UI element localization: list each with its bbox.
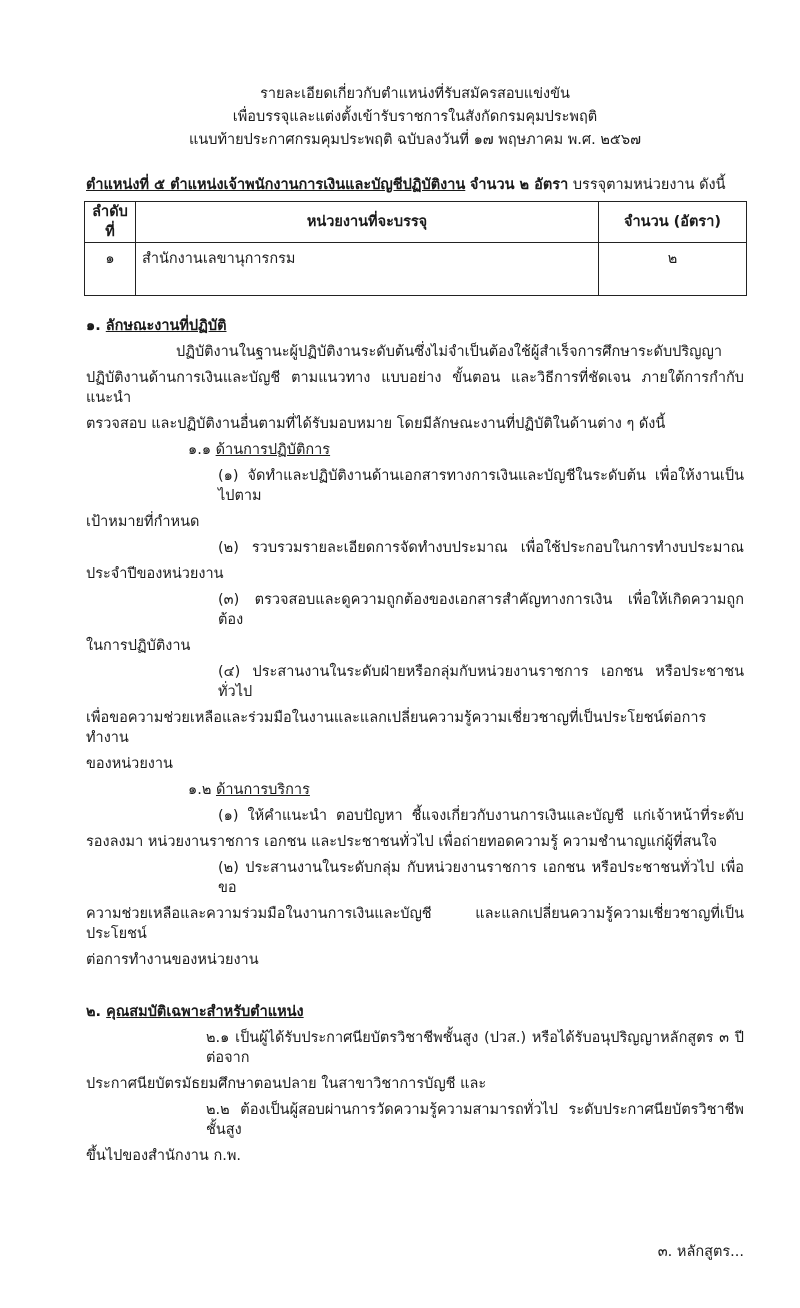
sub1-item2-line2: ประจำปีของหน่วยงาน bbox=[86, 566, 224, 582]
section2-heading bbox=[86, 1002, 744, 1022]
sub1-title: ด้านการปฏิบัติการ bbox=[215, 442, 331, 458]
title-line-3: แนบท้ายประกาศกรมคุมประพฤติ ฉบับลงวันที่ ๑๗ พฤษภาคม พ.ศ. ๒๕๖๗ bbox=[189, 132, 641, 148]
section1-num: ๑. bbox=[86, 318, 101, 334]
cell-order: ๑ bbox=[85, 243, 136, 296]
position-label: ตำแหน่งที่ ๕ ตำแหน่งเจ้าพนักงานการเงินและบัญชีปฏิบัติงาน bbox=[86, 177, 466, 193]
section2-item2-line2: ขึ้นไปของสำนักงาน ก.พ. bbox=[86, 1148, 242, 1164]
position-count: จำนวน ๒ อัตรา bbox=[469, 177, 569, 193]
header-count: จำนวน (อัตรา) bbox=[599, 202, 747, 243]
section2-item1-line2: ประกาศนียบัตรมัธยมศึกษาตอนปลาย ในสาขาวิชาการบัญชี และ bbox=[86, 1076, 487, 1092]
position-table bbox=[84, 201, 747, 296]
sub1-item1-line1: (๑) จัดทำและปฏิบัติงานด้านเอกสารทางการเงินและบัญชีในระดับต้น เพื่อให้งานเป็นไปตาม bbox=[218, 468, 744, 504]
header-order: ลำดับที่ bbox=[85, 202, 136, 243]
intro-line-2: ปฏิบัติงานด้านการเงินและบัญชี ตามแนวทาง แบบอย่าง ขั้นตอน และวิธีการที่ชัดเจน ภายใต้การกำกับ แนะนำ bbox=[86, 370, 744, 406]
intro-line-1: ปฏิบัติงานในฐานะผู้ปฏิบัติงานระดับต้นซึ่งไม่จำเป็นต้องใช้ผู้สำเร็จการศึกษาระดับปริญญา bbox=[176, 344, 723, 360]
table-row bbox=[85, 243, 747, 296]
sub1-item1-line2: เป้าหมายที่กำหนด bbox=[86, 514, 200, 530]
section2-title: คุณสมบัติเฉพาะสำหรับตำแหน่ง bbox=[106, 1004, 304, 1020]
section1-heading bbox=[86, 316, 744, 336]
position-line bbox=[86, 175, 744, 195]
sub1-item3-line1: (๓) ตรวจสอบและดูความถูกต้องของเอกสารสำคัญทางการเงิน เพื่อให้เกิดความถูกต้อง bbox=[218, 592, 744, 628]
sub1-item4-line2: เพื่อขอความช่วยเหลือและร่วมมือในงานและแลกเปลี่ยนความรู้ความเชี่ยวชาญที่เป็นประโยชน์ต่อการทำงาน bbox=[86, 710, 707, 746]
continued-footer: ๓. หลักสูตร... bbox=[657, 1244, 744, 1260]
sub2-item2-line2: ความช่วยเหลือและความร่วมมือในงานการเงินและบัญชี และแลกเปลี่ยนความรู้ความเชี่ยวชาญที่เป็นประโยชน์ bbox=[86, 906, 744, 942]
sub2-item1-line2: รองลงมา หน่วยงานราชการ เอกชน และประชาชนทั่วไป เพื่อถ่ายทอดความรู้ ความชำนาญแก่ผู้ที่สนใจ bbox=[86, 834, 718, 850]
sub2-item2-line1: (๒) ประสานงานในระดับกลุ่ม กับหน่วยงานราชการ เอกชน หรือประชาชนทั่วไป เพื่อขอ bbox=[218, 860, 744, 896]
sub1-heading bbox=[86, 440, 744, 460]
table-header bbox=[85, 202, 747, 243]
position-rest: บรรจุตามหน่วยงาน ดังนี้ bbox=[572, 177, 726, 193]
sub2-num: ๑.๒ bbox=[188, 782, 212, 798]
section2-item1-line1: ๒.๑ เป็นผู้ได้รับประกาศนียบัตรวิชาชีพชั้นสูง (ปวส.) หรือได้รับอนุปริญญาหลักสูตร ๓ ปี ต่อจาก bbox=[206, 1030, 744, 1066]
sub1-item4-line1: (๔) ประสานงานในระดับฝ่ายหรือกลุ่มกับหน่วยงานราชการ เอกชน หรือประชาชนทั่วไป bbox=[218, 664, 744, 700]
sub2-item1-line1: (๑) ให้คำแนะนำ ตอบปัญหา ชี้แจงเกี่ยวกับงานการเงินและบัญชี แก่เจ้าหน้าที่ระดับ bbox=[218, 808, 744, 824]
cell-unit: สำนักงานเลขานุการกรม bbox=[136, 243, 599, 296]
sub1-item4-line3: ของหน่วยงาน bbox=[86, 756, 173, 772]
sub2-item2-line3: ต่อการทำงานของหน่วยงาน bbox=[86, 952, 259, 968]
title-line-2: เพื่อบรรจุและแต่งตั้งเข้ารับราชการในสังกัดกรมคุมประพฤติ bbox=[232, 109, 598, 125]
sub1-num: ๑.๑ bbox=[188, 442, 212, 458]
sub2-heading bbox=[86, 780, 744, 800]
sub1-item2-line1: (๒) รวบรวมรายละเอียดการจัดทำงบประมาณ เพื่อใช้ประกอบในการทำงบประมาณ bbox=[218, 540, 744, 556]
section1-title: ลักษณะงานที่ปฏิบัติ bbox=[105, 318, 227, 334]
sub2-title: ด้านการบริการ bbox=[215, 782, 310, 798]
header-unit: หน่วยงานที่จะบรรจุ bbox=[136, 202, 599, 243]
section2-item2-line1: ๒.๒ ต้องเป็นผู้สอบผ่านการวัดความรู้ความสามารถทั่วไป ระดับประกาศนียบัตรวิชาชีพชั้นสูง bbox=[206, 1102, 744, 1138]
sub1-item3-line2: ในการปฏิบัติงาน bbox=[86, 638, 191, 654]
intro-line-3: ตรวจสอบ และปฏิบัติงานอื่นตามที่ได้รับมอบหมาย โดยมีลักษณะงานที่ปฏิบัติในด้านต่าง ๆ ดังนี้ bbox=[86, 416, 666, 432]
cell-count: ๒ bbox=[599, 243, 747, 296]
title-line-1: รายละเอียดเกี่ยวกับตำแหน่งที่รับสมัครสอบแข่งขัน bbox=[260, 86, 570, 102]
section2-num: ๒. bbox=[86, 1004, 102, 1020]
